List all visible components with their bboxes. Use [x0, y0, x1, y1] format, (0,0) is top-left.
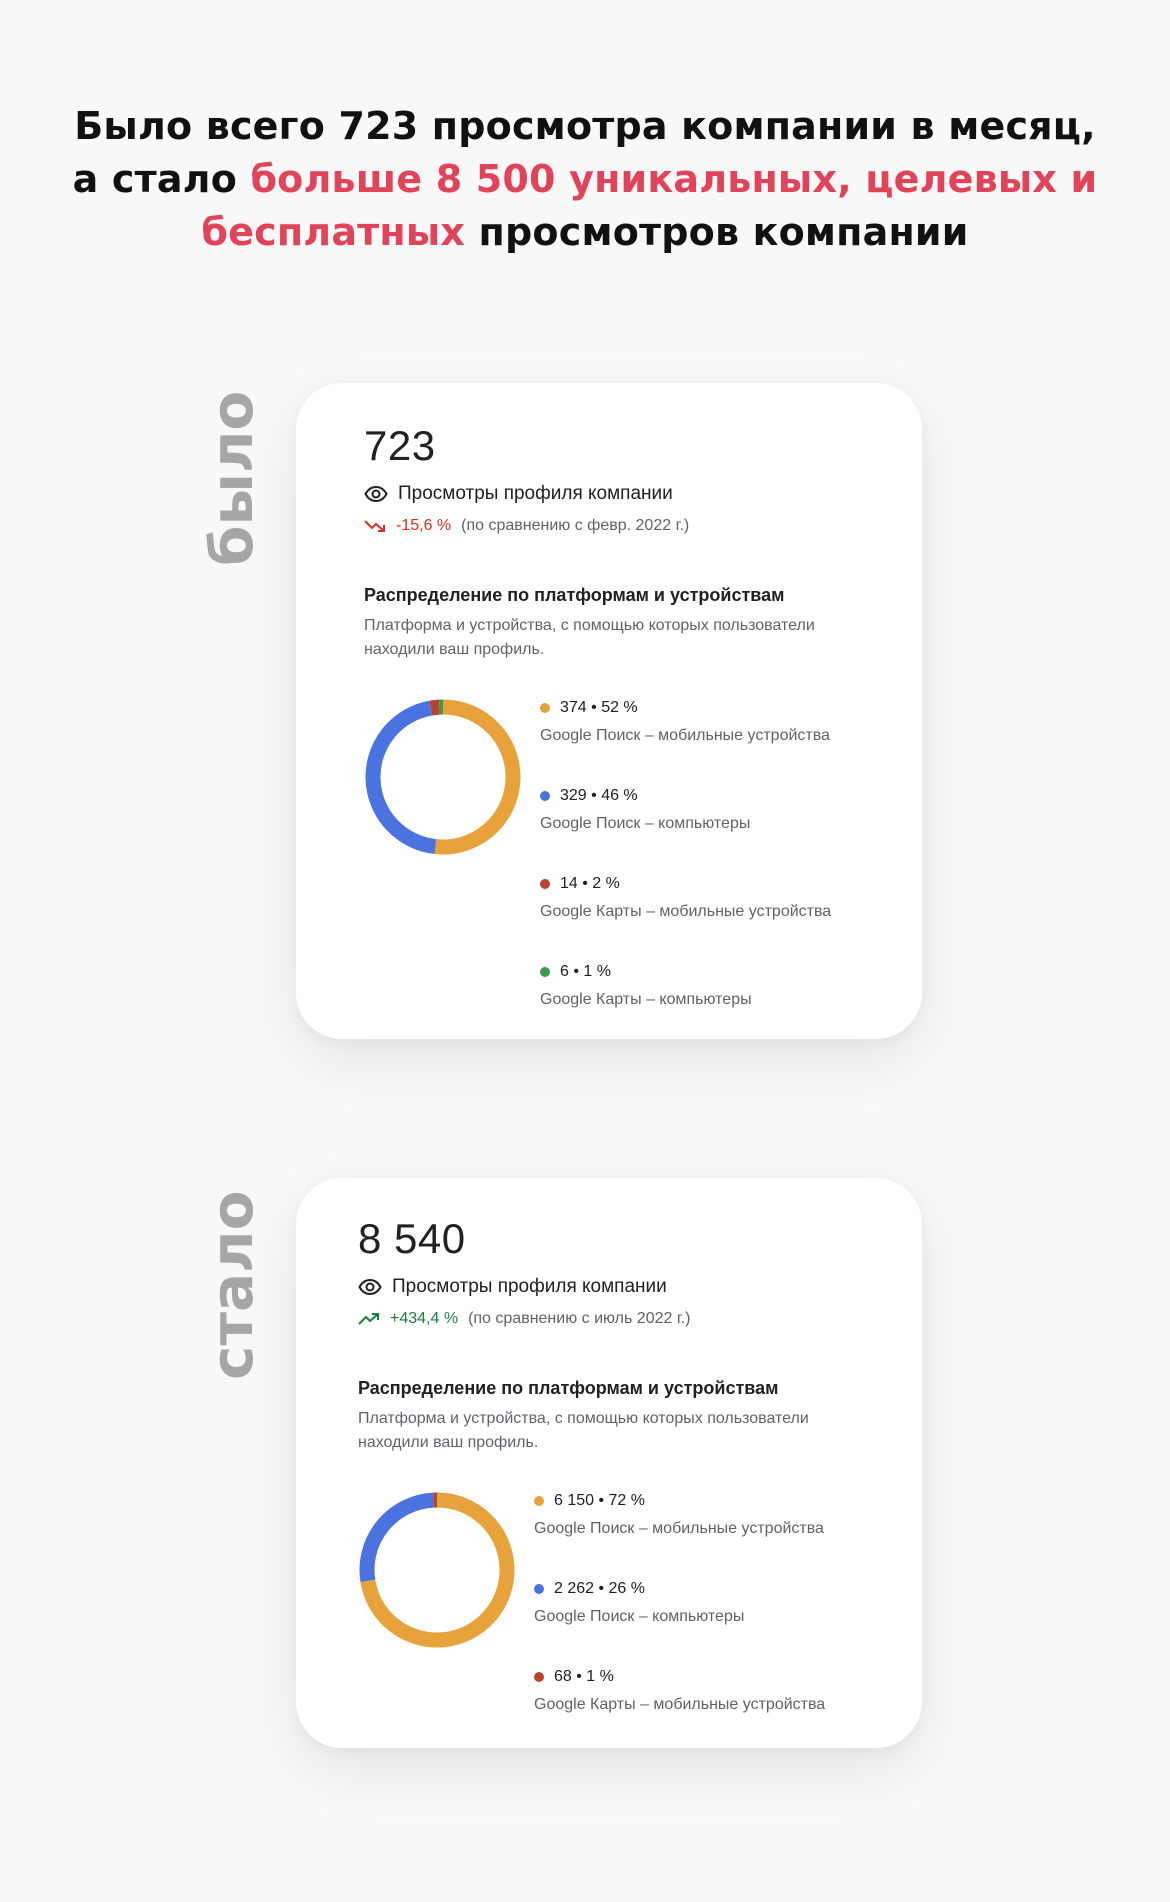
legend-value: 6 • 1 %	[560, 963, 611, 980]
legend-label: Google Поиск – мобильные устройства	[540, 727, 830, 744]
views-count: 8 540	[358, 1215, 466, 1262]
headline-part3: просмотров компании	[465, 210, 969, 254]
side-label-after: стало	[198, 1190, 266, 1380]
distribution-subtitle: Платформа и устройства, с помощью которых пользователи находили ваш профиль.	[358, 1410, 809, 1451]
donut-slice-2	[431, 707, 439, 708]
legend-value: 6 150 • 72 %	[554, 1492, 645, 1509]
chart-legend	[534, 1491, 825, 1755]
distribution-chart	[358, 1491, 882, 1821]
trend-value: -15,6 %	[396, 517, 452, 534]
distribution-title: Распределение по платформам и устройствам	[364, 585, 785, 605]
legend-dot	[534, 1584, 544, 1594]
legend-value: 14 • 2 %	[560, 875, 620, 892]
legend-item	[540, 786, 831, 874]
legend-dot	[534, 1496, 544, 1506]
trend-row	[364, 517, 882, 535]
donut-chart	[364, 698, 522, 856]
legend-value: 68 • 1 %	[554, 1668, 614, 1685]
side-label-before: было	[198, 390, 266, 566]
legend-value: 2 262 • 26 %	[554, 1580, 645, 1597]
views-count: 723	[364, 422, 436, 469]
metric-row	[364, 483, 882, 505]
legend-dot	[540, 703, 550, 713]
legend-dot	[534, 1672, 544, 1682]
profile-views-card-after	[296, 1178, 922, 1748]
eye-icon	[358, 1279, 382, 1295]
trend-row	[358, 1310, 882, 1328]
distribution-subtitle: Платформа и устройства, с помощью которых пользователи находили ваш профиль.	[364, 617, 815, 658]
distribution-chart	[364, 698, 882, 1028]
legend-label: Google Поиск – компьютеры	[534, 1608, 745, 1625]
legend-item	[534, 1491, 825, 1579]
legend-label: Google Поиск – мобильные устройства	[534, 1520, 824, 1537]
legend-item	[540, 962, 831, 1050]
legend-dot	[540, 791, 550, 801]
metric-label: Просмотры профиля компании	[398, 483, 673, 504]
legend-label: Google Карты – компьютеры	[540, 991, 752, 1008]
trend-comparison: (по сравнению с февр. 2022 г.)	[461, 517, 690, 534]
legend-dot	[540, 967, 550, 977]
legend-item	[534, 1667, 825, 1755]
trending-up-icon	[358, 1312, 380, 1326]
legend-label: Google Карты – мобильные устройства	[534, 1696, 826, 1713]
trend-value: +434,4 %	[390, 1310, 459, 1327]
chart-legend	[540, 698, 831, 1050]
legend-value: 329 • 46 %	[560, 787, 638, 804]
donut-slice-1	[373, 708, 435, 847]
headline-part2: а стало	[72, 157, 251, 201]
trending-down-icon	[364, 519, 386, 533]
headline-accent: больше 8 500 уникальных, целевых и бесплатных	[201, 157, 1098, 254]
headline-part1: Было всего 723 просмотра компании в месяц,	[74, 104, 1096, 148]
metric-row	[358, 1276, 882, 1298]
legend-item	[540, 698, 831, 786]
eye-icon	[364, 486, 388, 502]
legend-value: 374 • 52 %	[560, 699, 638, 716]
legend-label: Google Поиск – компьютеры	[540, 815, 751, 832]
legend-item	[534, 1579, 825, 1667]
donut-slice-1	[367, 1500, 433, 1581]
profile-views-card-before	[296, 383, 922, 1039]
metric-label: Просмотры профиля компании	[392, 1276, 667, 1297]
legend-item	[540, 874, 831, 962]
distribution-title: Распределение по платформам и устройствам	[358, 1378, 779, 1398]
donut-slice-0	[435, 707, 513, 847]
donut-chart	[358, 1491, 516, 1649]
legend-label: Google Карты – мобильные устройства	[540, 903, 832, 920]
trend-comparison: (по сравнению с июль 2022 г.)	[468, 1310, 691, 1327]
headline	[40, 100, 1130, 259]
legend-dot	[540, 879, 550, 889]
